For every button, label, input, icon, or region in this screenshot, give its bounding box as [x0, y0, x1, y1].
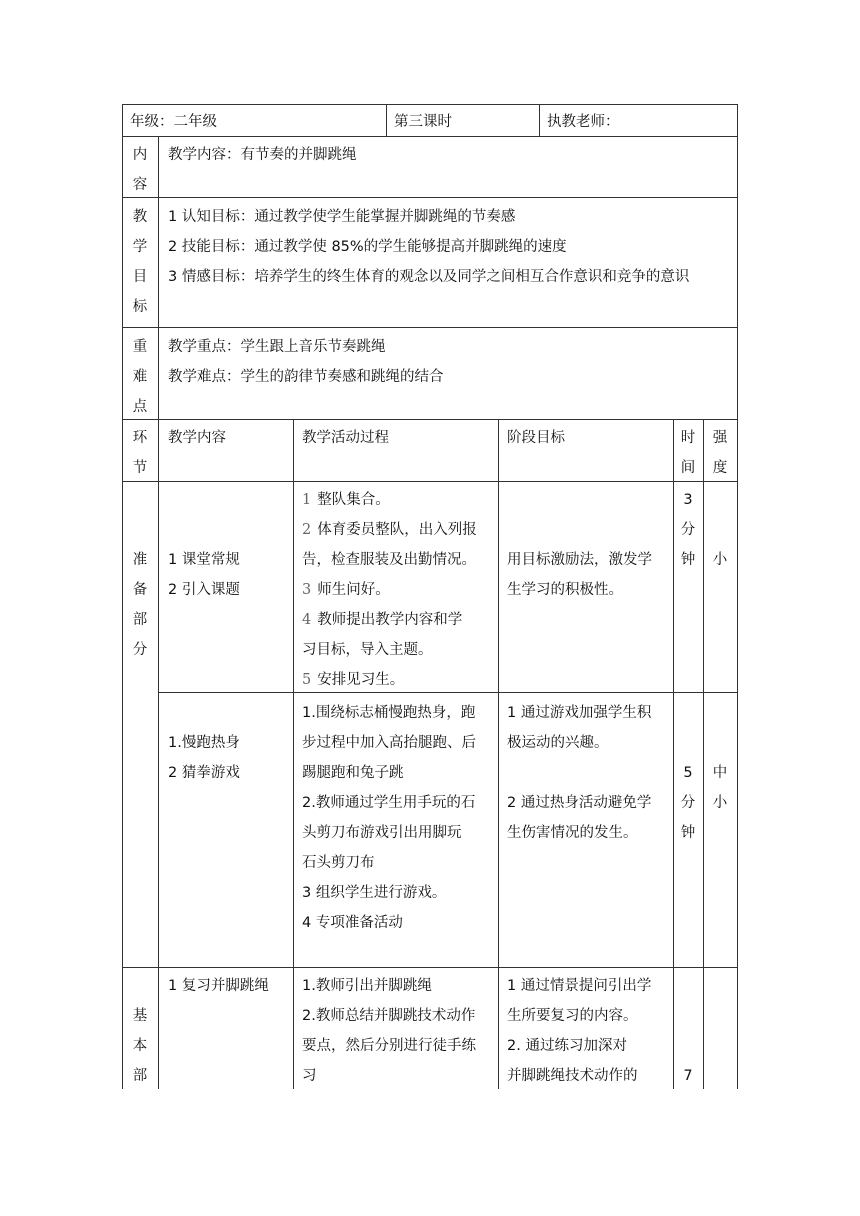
goals-text: [168, 202, 689, 292]
prep-row1-process: 1 整队集合。 2 体育委员整队，出入列报 告，检查服装及出勤情况。 3 师生问好。 4 教师提出教学内容和学 习目标，导入主题。 5 安排见习生。: [302, 492, 477, 688]
basic-section-label: 基 本 部: [132, 1008, 148, 1084]
goal-line: 1 认知目标：通过教学使学生能掌握并脚跳绳的节奏感: [168, 209, 516, 225]
goal-line: 3 情感目标：培养学生的终生体育的观念以及同学之间相互合作意识和竞争的意识: [168, 269, 690, 285]
col-time-header: 时 间: [680, 430, 696, 476]
prep-row1-content: 1 课堂常规 2 引入课题: [168, 552, 240, 598]
prep-row2-goal: 1 通过游戏加强学生积 极运动的兴趣。 2 通过热身活动避免学 生伤害情况的发生。: [507, 705, 652, 841]
keypoints-text: [168, 332, 444, 392]
teacher-cell: 执教老师：: [547, 114, 620, 130]
col-section-header: 环 节: [132, 430, 148, 476]
basic-row1-time: 7: [683, 1068, 693, 1084]
basic-row1-content: 1 复习并脚跳绳: [168, 978, 269, 994]
prep-row2-time: 5 分 钟: [680, 765, 696, 841]
grade-cell: 年级：二年级: [130, 114, 217, 130]
prep-row1-intensity: 小: [712, 552, 728, 568]
content-label: 内 容: [132, 147, 148, 193]
col-content-header: 教学内容: [168, 430, 226, 446]
basic-row1-goal: 1 通过情景提问引出学 生所要复习的内容。 2. 通过练习加深对 并脚跳绳技术动作的: [507, 978, 652, 1084]
basic-row1-process: 1.教师引出并脚跳绳 2.教师总结并脚跳技术动作 要点，然后分别进行徒手练 习: [302, 978, 476, 1084]
prep-row1-goal: 用目标激励法，激发学 生学习的积极性。: [507, 552, 652, 598]
goals-label: 教 学 目 标: [132, 209, 148, 315]
prep-section-label: 准 备 部 分: [132, 552, 148, 658]
keypoint-line: 教学难点：学生的韵律节奏感和跳绳的结合: [168, 369, 444, 385]
prep-row2-intensity: 中 小: [712, 765, 728, 811]
goal-line: 2 技能目标：通过教学使 85%的学生能够提高并脚跳绳的速度: [168, 239, 567, 255]
prep-row1-time: 3 分 钟: [680, 492, 696, 568]
col-process-header: 教学活动过程: [302, 430, 389, 446]
keypoint-line: 教学重点：学生跟上音乐节奏跳绳: [168, 339, 386, 355]
col-intensity-header: 强 度: [712, 430, 728, 476]
keypoints-label: 重 难 点: [132, 339, 148, 415]
lesson-cell: 第三课时: [394, 114, 452, 130]
prep-row2-content: 1.慢跑热身 2 猜拳游戏: [168, 735, 240, 781]
prep-row2-process: 1.围绕标志桶慢跑热身，跑 步过程中加入高抬腿跑、后 踢腿跑和兔子跳 2.教师通过学生用手玩的石 头剪刀布游戏引出用脚玩 石头剪刀布 3 组织学生进行游戏。 4 专项准备活动: [302, 705, 476, 931]
content-text: 教学内容：有节奏的并脚跳绳: [168, 147, 357, 163]
col-goal-header: 阶段目标: [507, 430, 565, 446]
